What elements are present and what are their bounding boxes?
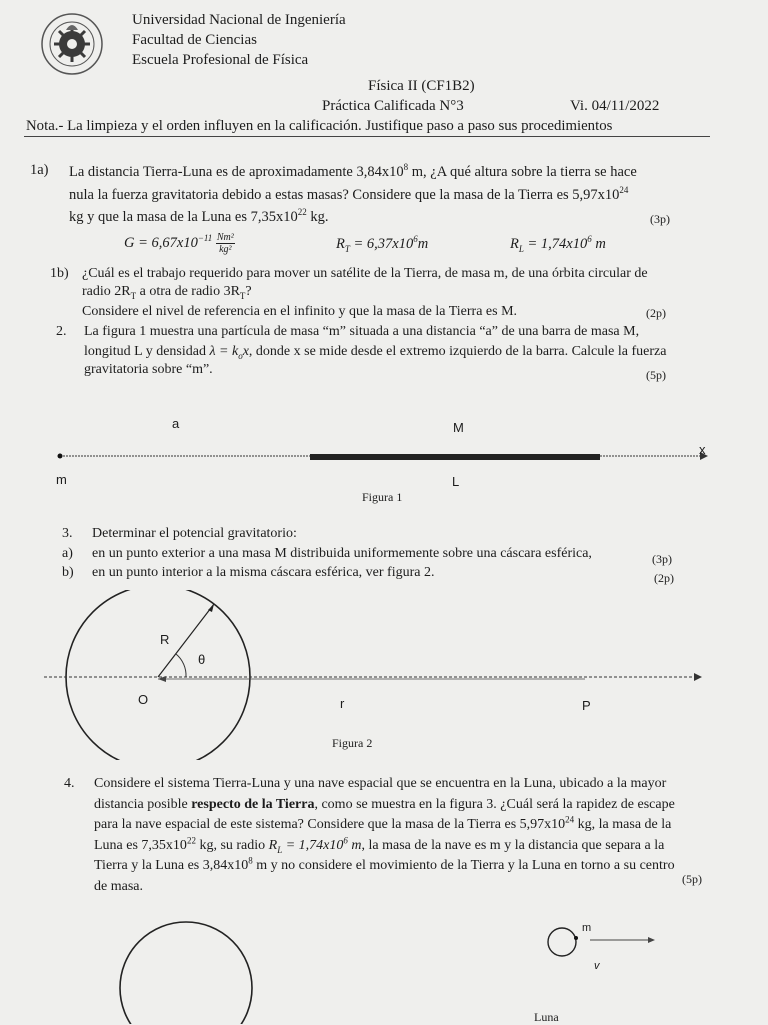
university-name: Universidad Nacional de Ingeniería xyxy=(132,12,346,28)
problem-2-line1: La figura 1 muestra una partícula de masa “m” situada a una distancia “a” de una barra de masa M, xyxy=(84,324,640,339)
figure-1 xyxy=(0,400,768,510)
fig2-label-r: r xyxy=(340,696,345,711)
problem-3a-points: (3p) xyxy=(652,552,672,566)
fig1-label-x: x xyxy=(699,442,706,457)
figure-3-diagram xyxy=(0,896,768,1024)
fig1-label-L: L xyxy=(452,474,460,489)
theta-arc-icon xyxy=(176,654,186,677)
earth-circle-icon xyxy=(120,922,252,1024)
problem-2-points: (5p) xyxy=(646,368,666,382)
particle-m-icon xyxy=(58,454,63,459)
moon-circle-icon xyxy=(548,928,576,956)
problem-1a-line3: kg y que la masa de la Luna es $7,35x10^{22}$ kg. xyxy=(69,207,329,225)
equation-earth-radius: $R_T = 6,37x10^6m$ xyxy=(336,234,429,254)
seal-icon xyxy=(40,12,104,76)
fig3-label-v: v xyxy=(594,960,600,972)
figure-3 xyxy=(0,896,768,1024)
problem-1a-points: (3p) xyxy=(650,212,670,226)
problem-3b-text: en un punto interior a la misma cáscara esférica, ver figura 2. xyxy=(92,565,435,580)
problem-1a-line2: nula la fuerza gravitatoria debido a estas masas? Considere que la masa de la Tierra es $5,97x10^{24}$ xyxy=(69,185,629,203)
problem-1b-points: (2p) xyxy=(646,306,666,320)
fig1-label-M: M xyxy=(453,420,464,435)
problem-1a-label: 1a) xyxy=(30,162,49,178)
fig1-label-m: m xyxy=(56,472,67,487)
problem-4-line2: distancia posible respecto de la Tierra, como se muestra en la figura 3. ¿Cuál será la rapidez de escape xyxy=(94,797,675,812)
school-name: Escuela Profesional de Física xyxy=(132,52,309,68)
problem-1b-label: 1b) xyxy=(50,266,69,281)
problem-4-line1: Considere el sistema Tierra-Luna y una nave espacial que se encuentra en la Luna, ubicado a la mayor xyxy=(94,776,667,791)
problem-4-points: (5p) xyxy=(682,872,702,886)
problem-3-label: 3. xyxy=(62,526,73,541)
problem-1b-line1: ¿Cuál es el trabajo requerido para mover un satélite de la Tierra, de masa m, de una órbita circular de xyxy=(82,266,648,281)
fig1-caption: Figura 1 xyxy=(362,490,403,504)
equation-gravitational-constant: $G = 6,67x10^{-11}$ $\frac{\text{Nm²}}{\text{kg²}}$ xyxy=(124,232,234,255)
problem-2-line2: longitud L y densidad $\lambda = k_ox$, donde x se mide desde el extremo izquierdo de la barra. Calcule la fuerza xyxy=(84,344,667,361)
problem-1b-line2: radio $2R_T$ a otra de radio $3R_T$? xyxy=(82,284,252,301)
spherical-shell-icon xyxy=(66,590,250,760)
problem-3a-text: en un punto exterior a una masa M distribuida uniformemente sobre una cáscara esférica, xyxy=(92,546,592,561)
equation-moon-radius: $R_L = 1,74x10^6$ m xyxy=(510,234,606,254)
spaceship-icon xyxy=(574,936,578,940)
problem-3-title: Determinar el potencial gravitatorio: xyxy=(92,526,297,541)
fig2-label-O: O xyxy=(138,692,149,707)
problem-3a-label: a) xyxy=(62,546,73,561)
fig2-label-R: R xyxy=(160,632,170,647)
problem-2-label: 2. xyxy=(56,324,67,339)
problem-1b-line3: Considere el nivel de referencia en el infinito y que la masa de la Tierra es M. xyxy=(82,304,518,319)
exam-date: Vi. 04/11/2022 xyxy=(570,98,660,114)
exam-note: Nota.- La limpieza y el orden influyen en la calificación. Justifique paso a paso sus procedimientos xyxy=(26,118,613,134)
problem-4-line4: Luna es $7,35x10^{22}$ kg, su radio $R_L = 1,74x10^6$ m, la masa de la nave es m y la distancia que separa a la xyxy=(94,835,665,855)
header-divider xyxy=(24,136,710,137)
problem-4-line3: para la nave espacial de este sistema? Considere que la masa de la Tierra es $5,97x10^{24}$ kg, la masa de la xyxy=(94,814,672,832)
fig2-caption: Figura 2 xyxy=(332,736,373,750)
figure-2-diagram xyxy=(0,590,768,760)
figure-2 xyxy=(0,590,768,760)
problem-4-line5: Tierra y la Luna es $3,84x10^8$ m y no considere el movimiento de la Tierra y la Luna en torno a su centro xyxy=(94,855,675,873)
problem-1a-line1: La distancia Tierra-Luna es de aproximadamente $3,84x10^8$ m, ¿A qué altura sobre la tierra se hace xyxy=(69,162,637,180)
unit-fraction: $\frac{\text{Nm²}}{\text{kg²}}$ xyxy=(216,232,234,255)
exam-title: Práctica Calificada N°3 xyxy=(322,98,464,114)
fig2-label-P: P xyxy=(582,698,591,713)
problem-3b-label: b) xyxy=(62,565,74,580)
fig1-label-a: a xyxy=(172,416,180,431)
axis-arrow-icon xyxy=(694,673,702,681)
course-title: Física II (CF1B2) xyxy=(368,78,475,94)
fig3-label-luna: Luna xyxy=(534,1010,559,1024)
faculty-name: Facultad de Ciencias xyxy=(132,32,257,48)
problem-4-label: 4. xyxy=(64,776,75,791)
problem-2-line3: gravitatoria sobre “m”. xyxy=(84,362,213,377)
problem-3b-points: (2p) xyxy=(654,571,674,585)
fig2-label-theta: θ xyxy=(198,652,206,667)
university-seal xyxy=(40,12,104,76)
fig3-label-m: m xyxy=(582,922,592,934)
velocity-arrow-icon xyxy=(648,937,655,943)
problem-4-line6: de masa. xyxy=(94,879,143,894)
